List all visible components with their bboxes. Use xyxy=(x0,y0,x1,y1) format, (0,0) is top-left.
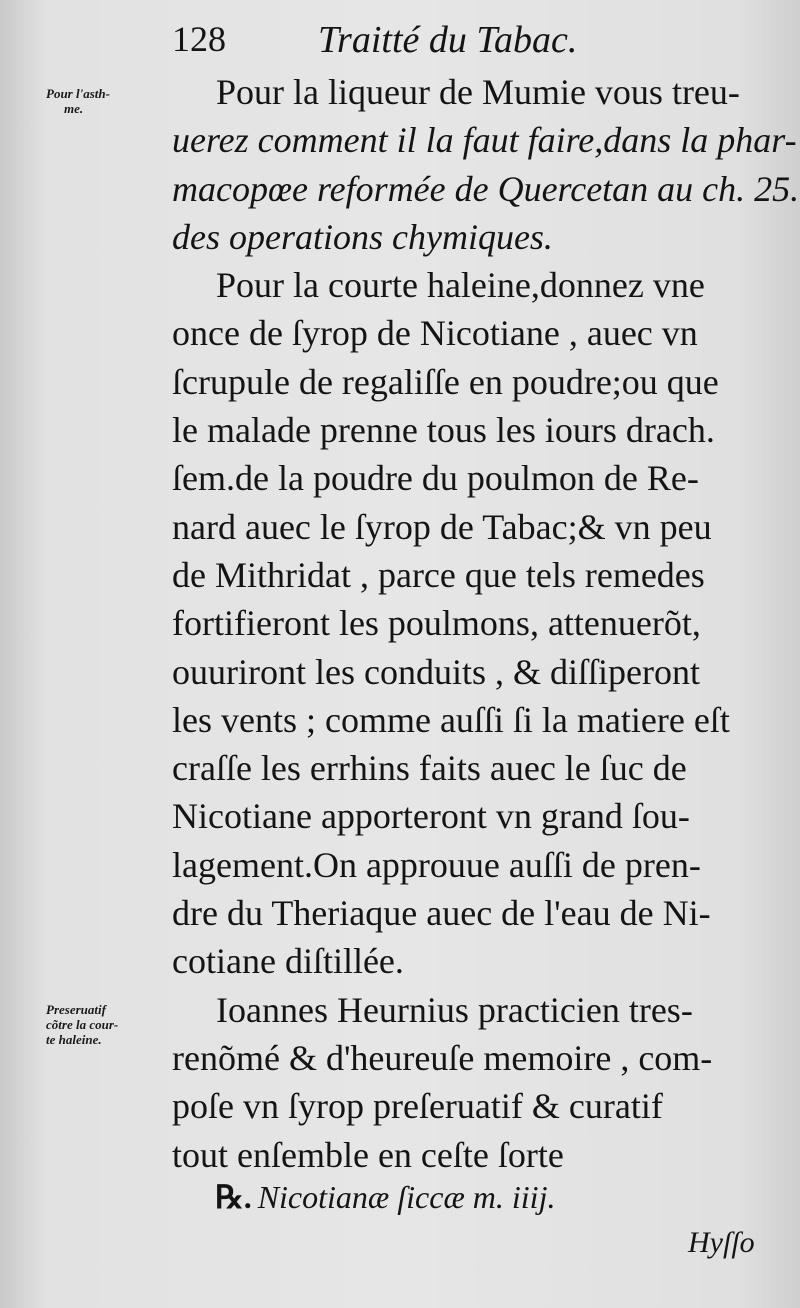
margin-note-line: Preseruatif xyxy=(46,1002,106,1017)
text-line: craſſe les errhins faits auec le ſuc de xyxy=(172,748,687,789)
text-line: Pour la liqueur de Mumie vous treu- xyxy=(216,72,740,112)
body-text xyxy=(172,68,800,1179)
text-line: le malade prenne tous les iours drach. xyxy=(172,410,715,451)
text-line: dre du Theriaque auec de l'eau de Ni- xyxy=(172,893,711,934)
text-line: uerez comment il la faut faire,dans la phar- xyxy=(172,120,797,161)
text-line: cotiane diſtillée. xyxy=(172,941,404,982)
text-line: macopœe reformée de Quercetan au ch. 25. xyxy=(172,168,800,209)
margin-note-line: Pour l'asth- xyxy=(46,86,110,101)
text-line: once de ſyrop de Nicotiane , auec vn xyxy=(172,313,698,354)
text-line: nard auec le ſyrop de Tabac;& vn peu xyxy=(172,506,712,547)
recipe-symbol: ℞. xyxy=(215,1179,252,1215)
text-line: lagement.On approuue auſſi de pren- xyxy=(172,844,701,885)
text-line: de Mithridat , parce que tels remedes xyxy=(172,554,705,595)
margin-note-line: cõtre la cour- xyxy=(46,1017,119,1032)
text-line: ſem.de la poudre du poulmon de Re- xyxy=(172,458,699,499)
margin-note-line: me. xyxy=(64,101,84,116)
running-title: Traitté du Tabac. xyxy=(318,19,578,61)
catchword: Hyſſo xyxy=(688,1226,755,1259)
margin-note-preservative xyxy=(46,1002,166,1047)
margin-note-asthma xyxy=(46,86,166,116)
text-line: ſcrupule de regaliſſe en poudre;ou que xyxy=(172,361,719,402)
recipe-text: Nicotianæ ſiccæ m. iiij. xyxy=(257,1179,556,1215)
text-line: fortifieront les poulmons, attenuerõt, xyxy=(172,603,701,644)
text-line: Ioannes Heurnius practicien tres- xyxy=(216,989,693,1030)
text-line: Nicotiane apporteront vn grand ſou- xyxy=(172,796,690,837)
paragraph-courte-haleine xyxy=(172,261,772,985)
text-line: ouuriront les conduits , & diſſiperont xyxy=(172,651,700,692)
text-line: les vents ; comme auſſi ſi la matiere eſt xyxy=(172,699,730,740)
page-number: 128 xyxy=(172,19,226,59)
paragraph-heurnius xyxy=(172,986,772,1179)
text-line: renõmé & d'heureuſe memoire , com- xyxy=(172,1037,713,1078)
recipe-line xyxy=(215,1178,555,1216)
text-line: tout enſemble en ceſte ſorte xyxy=(172,1134,564,1175)
text-line: poſe vn ſyrop preſeruatif & curatif xyxy=(172,1086,663,1127)
margin-note-line: te haleine. xyxy=(46,1032,102,1047)
text-line: des operations chymiques. xyxy=(172,216,553,257)
page-header xyxy=(168,14,648,64)
paragraph-mumie xyxy=(172,68,800,261)
text-line: Pour la courte haleine,donnez vne xyxy=(216,265,705,306)
